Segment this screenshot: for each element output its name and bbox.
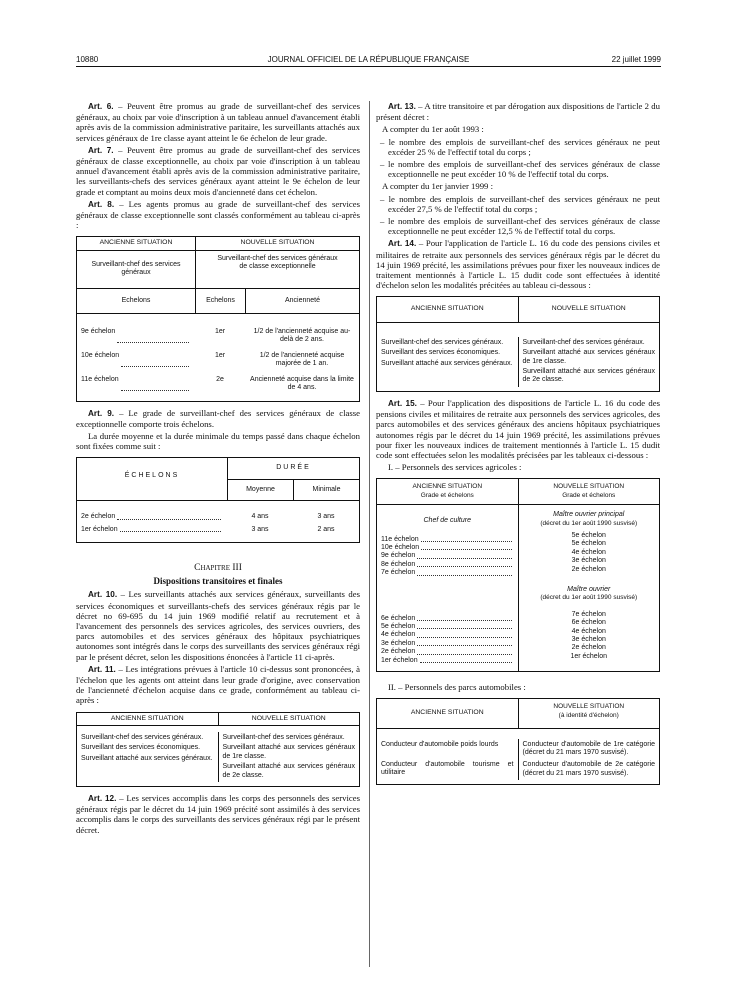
table-cell: Surveillant attaché aux services généraux. bbox=[381, 359, 513, 367]
table-cell: Surveillant attaché aux services généraux de 2e classe. bbox=[222, 763, 355, 779]
table-cell: Surveillant-chef des services généraux. bbox=[222, 733, 345, 741]
table-cell: 1er échelon bbox=[81, 525, 118, 533]
article-10 bbox=[76, 589, 360, 661]
article-text: – Les surveillants attachés aux services généraux, surveillants des services économiques et surveillants-chefs des services généraux régis par le décret no 69-695 du 14 juin 1969 modifié relatif au recrutement et à l'avancement des personnels des services agricoles, des services ouvriers, des parcs automobiles et des services généraux des hôpitaux psychiatriques autonomes sont intégrés dans le corps des surveillants des services généraux régi par le présent décret, selon les dispositions énoncées à l'article 11 ci-après. bbox=[76, 589, 360, 662]
table-header: ANCIENNE SITUATION bbox=[99, 239, 173, 247]
table-header: ÉCHELONS bbox=[124, 472, 180, 480]
column-divider bbox=[369, 101, 370, 967]
table-row bbox=[77, 326, 359, 347]
article-7 bbox=[76, 145, 360, 197]
article-13-item: – le nombre des emplois de surveillant-chef des services généraux ne peut excéder 25 % de l'effectif total du corps ; bbox=[380, 136, 660, 157]
header-label: ANCIENNE SITUATION bbox=[412, 483, 483, 491]
table-cell: 7e échelon bbox=[571, 610, 606, 618]
grade-title: Chef de culture bbox=[423, 517, 471, 525]
table-header bbox=[518, 699, 660, 727]
table-cell: 3e échelon bbox=[571, 557, 606, 565]
table-cell: 2 ans bbox=[317, 525, 335, 533]
table-cell: 3e échelon bbox=[571, 636, 606, 643]
table-cell: 2e bbox=[216, 375, 224, 383]
table-cell: Conducteur d'automobile de 2e catégorie (décret du 21 mars 1970 susvisé). bbox=[522, 761, 655, 777]
article-13-date: A compter du 1er août 1993 : bbox=[382, 124, 484, 135]
table-cell: Conducteur d'automobile poids lourds bbox=[381, 740, 499, 748]
table-cell: 4e échelon bbox=[381, 631, 416, 639]
table-header: NOUVELLE SITUATION bbox=[218, 713, 360, 725]
chapter-subtitle: Dispositions transitoires et finales bbox=[153, 576, 283, 587]
article-label: Art. 8. bbox=[88, 199, 115, 209]
table-header: ANCIENNE SITUATION bbox=[110, 714, 184, 722]
article-text: – Les agents promus au grade de surveillant-chef des services généraux de classe exceptionnelle sont classés conformément au tableau ci-après : bbox=[76, 198, 360, 231]
table-cell: 10e échelon bbox=[81, 351, 120, 359]
table-cell: 9e échelon bbox=[81, 328, 116, 336]
table-header: Minimale bbox=[293, 480, 359, 500]
article-text: – Le grade de surveillant-chef des services généraux de classe exceptionnelle comporte trois échelons. bbox=[76, 407, 360, 429]
article-14 bbox=[376, 238, 660, 290]
article-label: Art. 14. bbox=[388, 239, 417, 249]
article-13-date: A compter du 1er janvier 1999 : bbox=[382, 181, 493, 192]
issue-date: 22 juillet 1999 bbox=[611, 55, 661, 64]
table-cell: 11e échelon bbox=[81, 375, 119, 383]
right-column bbox=[376, 101, 660, 791]
article-9-paragraph: La durée moyenne et la durée minimale du temps passé dans chaque échelon sont fixées comme suit : bbox=[76, 430, 360, 452]
table-cell: 3 ans bbox=[251, 525, 269, 533]
article-label: Art. 9. bbox=[88, 408, 115, 418]
table-cell: Ancienneté acquise dans la limite de 4 ans. bbox=[250, 375, 354, 392]
grade-title: Maître ouvrier principal bbox=[553, 511, 625, 519]
table-cell: 4e échelon bbox=[571, 627, 606, 635]
left-column bbox=[76, 101, 360, 837]
article-label: Art. 6. bbox=[88, 102, 114, 111]
article-6 bbox=[76, 101, 360, 143]
table-header: ANCIENNE SITUATION bbox=[410, 305, 484, 313]
table-header: Moyenne bbox=[246, 485, 275, 493]
article-8 bbox=[76, 199, 360, 231]
table-promotion-classement bbox=[76, 236, 360, 401]
table-cell: 4 ans bbox=[251, 513, 269, 521]
table-durees bbox=[76, 457, 360, 543]
article-text: – Peuvent être promus au grade de surveillant-chef des services généraux de classe exceptionnelle, au choix par voie d'inscription à un tableau annuel d'avancement établi après avis de la commission administrative paritaire, les surveillants-chefs des services généraux ayant atteint le 9e échelon de leur grade et comptant au moins deux mois d'ancienneté dans cet échelon. bbox=[76, 144, 360, 197]
article-label: Art. 7. bbox=[88, 145, 114, 155]
article-15 bbox=[376, 398, 660, 460]
table-cell: Surveillant-chef des services généraux de classe exceptionnelle bbox=[195, 251, 359, 288]
table-cell: 5e échelon bbox=[381, 622, 416, 630]
table-parcs-automobiles bbox=[376, 698, 660, 785]
table-cell: 5e échelon bbox=[571, 531, 606, 539]
article-label: Art. 13. bbox=[388, 102, 416, 111]
table-integration bbox=[76, 712, 360, 787]
table-cell: Surveillant-chef des services généraux bbox=[91, 260, 181, 277]
table-header bbox=[377, 479, 518, 504]
article-13 bbox=[376, 101, 660, 122]
article-text: – A titre transitoire et par dérogation aux dispositions de l'article 2 du présent décret : bbox=[376, 101, 660, 123]
page-number: 10880 bbox=[76, 55, 99, 64]
article-12 bbox=[76, 793, 360, 835]
table-cell: 7e échelon bbox=[381, 569, 416, 577]
table-row bbox=[77, 374, 359, 395]
table-cell: Surveillant-chef des services généraux. bbox=[522, 338, 645, 346]
article-text: – Pour l'application de l'article L. 16 du code des pensions civiles et militaires de retraite aux personnels des services généraux régis par le décret du 14 juin 1969 précité, les assimilations prévues pour fixer les nouveaux indices de traitement mentionnés à l'article L. 15 dudit code sont effectuées à identité d'échelon selon les modalités précitées au tableau ci-dessous : bbox=[376, 238, 661, 291]
table-cell: 9e échelon bbox=[381, 552, 416, 560]
article-label: Art. 10. bbox=[88, 590, 118, 600]
header-label: NOUVELLE SITUATION bbox=[553, 483, 625, 491]
table-cell: 2e échelon bbox=[571, 644, 606, 652]
table-cell: Surveillant attaché aux services généraux de 1re classe. bbox=[222, 744, 355, 760]
table-assimilation-generaux bbox=[376, 296, 660, 391]
section-heading: II. – Personnels des parcs automobiles : bbox=[388, 682, 526, 692]
table-cell: 2e échelon bbox=[81, 513, 116, 521]
table-header: ANCIENNE SITUATION bbox=[410, 709, 484, 717]
table-cell: Surveillant attaché aux services généraux. bbox=[81, 754, 213, 762]
table-row bbox=[77, 511, 359, 523]
table-cell: 1er bbox=[214, 351, 226, 359]
article-text: – Pour l'application des dispositions de l'article L. 16 du code des pensions civiles et militaires de retraite aux personnels des services agricoles, des parcs automobiles et des services généraux des anciens hôpitaux psychiatriques autonomes régis par le décret du 14 juin 1969 précité, les assimilations prévues pour fixer les nouveaux indices de traitement mentionnés à l'article L. 15 dudit code sont effectuées selon les modalités précisées par les tableaux ci-dessous : bbox=[376, 397, 660, 460]
table-cell: 6e échelon bbox=[381, 614, 416, 622]
article-11 bbox=[76, 664, 360, 706]
article-13-item: – le nombre des emplois de surveillant-chef des services généraux de classe exceptionnelle ne peut excéder 10 % de l'effectif total du corps. bbox=[380, 159, 660, 180]
table-cell: 1er échelon bbox=[570, 652, 608, 660]
table-cell: 4e échelon bbox=[571, 548, 606, 556]
table-cell: 11e échelon bbox=[381, 535, 419, 543]
table-cell: Conducteur d'automobile tourisme et utilitaire bbox=[381, 761, 514, 777]
article-13-item: – le nombre des emplois de surveillant-chef des services généraux de classe exceptionnelle ne peut excéder 12,5 % de l'effectif total du corps. bbox=[380, 216, 660, 237]
table-cell: Surveillant attaché aux services généraux de 1re classe. bbox=[522, 349, 655, 365]
table-cell: 1/2 de l'ancienneté acquise au-delà de 2 ans. bbox=[253, 328, 351, 344]
table-cell: 1/2 de l'ancienneté acquise majorée de 1 an. bbox=[259, 351, 345, 368]
header-sublabel: Grade et échelons bbox=[420, 491, 474, 499]
table-cell: 3e échelon bbox=[381, 639, 416, 647]
table-row bbox=[77, 350, 359, 371]
header-sublabel: (à identité d'échelon) bbox=[558, 711, 619, 719]
grade-title: Maître ouvrier bbox=[567, 585, 611, 593]
table-header: Echelons bbox=[195, 289, 245, 313]
table-cell: 10e échelon bbox=[381, 543, 420, 551]
table-header: NOUVELLE SITUATION bbox=[518, 297, 660, 321]
table-header: Echelons bbox=[121, 296, 151, 304]
article-text: – Les services accomplis dans les corps des personnels des services généraux régis par le décret du 14 juin 1969 précité sont assimilés à des services accomplis dans le corps des surveillants des services généraux régi par le présent décret. bbox=[76, 793, 360, 835]
article-text: – Peuvent être promus au grade de surveillant-chef des services généraux, au choix par voie d'inscription à un tableau annuel d'avancement établi après avis de la commission administrative paritaire, les surveillants attachés aux services généraux de 1re classe ayant atteint le 6e échelon de leur grade. bbox=[76, 101, 360, 143]
table-cell: 2e échelon bbox=[381, 648, 416, 656]
table-cell: Conducteur d'automobile de 1re catégorie (décret du 21 mars 1970 susvisé). bbox=[522, 740, 655, 757]
article-label: Art. 15. bbox=[388, 398, 417, 408]
header-label: NOUVELLE SITUATION bbox=[553, 703, 625, 711]
table-cell: Surveillant des services économiques. bbox=[81, 744, 201, 752]
table-cell: Surveillant attaché aux services généraux de 2e classe. bbox=[522, 368, 655, 384]
table-cell: 1er bbox=[214, 328, 226, 336]
grade-decree: (décret du 1er août 1990 susvisé) bbox=[540, 594, 638, 602]
table-header: Ancienneté bbox=[245, 289, 359, 313]
journal-title: JOURNAL OFFICIEL DE LA RÉPUBLIQUE FRANÇAISE bbox=[267, 55, 470, 64]
header-sublabel: Grade et échelons bbox=[562, 491, 616, 499]
table-cell: 5e échelon bbox=[571, 540, 606, 548]
table-row bbox=[77, 524, 359, 536]
table-header: DURÉE bbox=[228, 458, 359, 479]
table-cell: 1er échelon bbox=[381, 656, 418, 664]
table-header: NOUVELLE SITUATION bbox=[195, 237, 359, 249]
article-label: Art. 12. bbox=[88, 794, 117, 804]
table-cell: 6e échelon bbox=[571, 619, 606, 627]
table-cell: Surveillant-chef des services généraux. bbox=[381, 338, 504, 346]
table-header bbox=[518, 479, 660, 504]
section-heading: I. – Personnels des services agricoles : bbox=[388, 462, 522, 473]
table-cell: Surveillant des services économiques. bbox=[381, 349, 501, 357]
article-13-item: – le nombre des emplois de surveillant-chef des services généraux ne peut excéder 27,5 % de l'effectif total du corps ; bbox=[380, 193, 660, 214]
article-label: Art. 11. bbox=[88, 664, 116, 674]
table-cell: 3 ans bbox=[317, 513, 335, 521]
table-services-agricoles bbox=[376, 478, 660, 672]
table-cell: 8e échelon bbox=[381, 560, 416, 568]
grade-decree: (décret du 1er août 1990 susvisé) bbox=[540, 519, 638, 527]
header-rule bbox=[76, 66, 661, 67]
table-cell: Surveillant-chef des services généraux. bbox=[81, 733, 204, 741]
article-9 bbox=[76, 408, 360, 429]
table-cell: 2e échelon bbox=[571, 565, 606, 573]
chapter-title: Chapitre III bbox=[194, 562, 242, 573]
article-text: – Les intégrations prévues à l'article 10 ci-dessus sont prononcées, à l'échelon que les agents ont atteint dans leur grade d'origine, avec conservation de l'ancienneté d'échelon acquise dans ce grade, conformément au tableau ci-après : bbox=[76, 663, 361, 706]
